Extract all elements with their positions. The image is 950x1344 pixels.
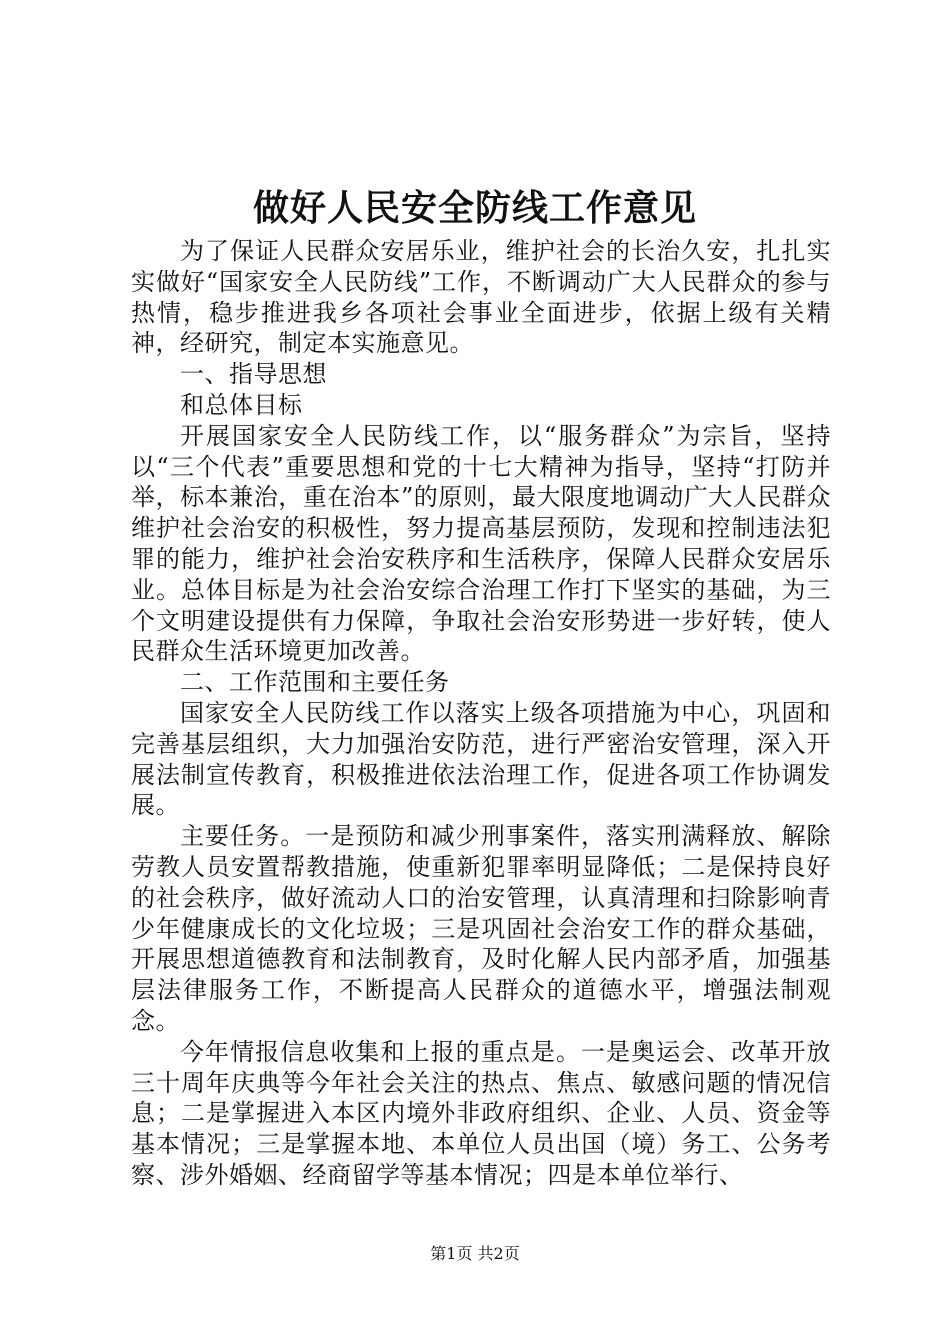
document-title: 做好人民安全防线工作意见 bbox=[252, 187, 697, 229]
paragraph-scope: 国家安全人民防线工作以落实上级各项措施为中心，巩固和完善基层组织，大力加强治安防范，进行严密治安管理，深入开展法制宣传教育，积极推进依法治理工作，促进各项工作协调发展。 bbox=[131, 698, 831, 820]
heading-overall-goal: 和总体目标 bbox=[180, 390, 303, 419]
paragraph-main-tasks: 主要任务。一是预防和减少刑事案件，落实刑满释放、解除劳教人员安置帮教措施，使重新犯罪率明显降低；二是保持良好的社会秩序，做好流动人口的治安管理，认真清理和扫除影响青少年健康成长的文化垃圾；三是巩固社会治安工作的群众基础，开展思想道德教育和法制教育，及时化解人民内部矛盾，加强基层法律服务工作，不断提高人民群众的道德水平，增强法制观念。 bbox=[131, 822, 831, 1035]
paragraph-guiding-content: 开展国家安全人民防线工作，以“服务群众”为宗旨，坚持以“三个代表”重要思想和党的十七大精神为指导，坚持“打防并举，标本兼治，重在治本”的原则，最大限度地调动广大人民群众维护社会治安的积极性，努力提高基层预防，发现和控制违法犯罪的能力，维护社会治安秩序和生活秩序，保障人民群众安居乐业。总体目标是为社会治安综合治理工作打下坚实的基础，为三个文明建设提供有力保障，争取社会治安形势进一步好转，使人民群众生活环境更加改善。 bbox=[131, 421, 831, 666]
page-footer: 第1页 共2页 bbox=[430, 1244, 520, 1263]
document-body bbox=[131, 236, 831, 1191]
heading-scope-tasks: 二、工作范围和主要任务 bbox=[180, 668, 450, 697]
paragraph-intro: 为了保证人民群众安居乐业，维护社会的长治久安，扎扎实实做好“国家安全人民防线”工作，不断调动广大人民群众的参与热情，稳步推进我乡各项社会事业全面进步，依据上级有关精神，经研究，制定本实施意见。 bbox=[131, 237, 831, 358]
paragraph-intelligence-focus: 今年情报信息收集和上报的重点是。一是奥运会、改革开放三十周年庆典等今年社会关注的热点、焦点、敏感问题的情况信息；二是掌握进入本区内境外非政府组织、企业、人员、资金等基本情况；三是掌握本地、本单位人员出国（境）务工、公务考察、涉外婚姻、经商留学等基本情况；四是本单位举行、 bbox=[131, 1037, 831, 1189]
heading-guiding-thought: 一、指导思想 bbox=[180, 360, 327, 389]
